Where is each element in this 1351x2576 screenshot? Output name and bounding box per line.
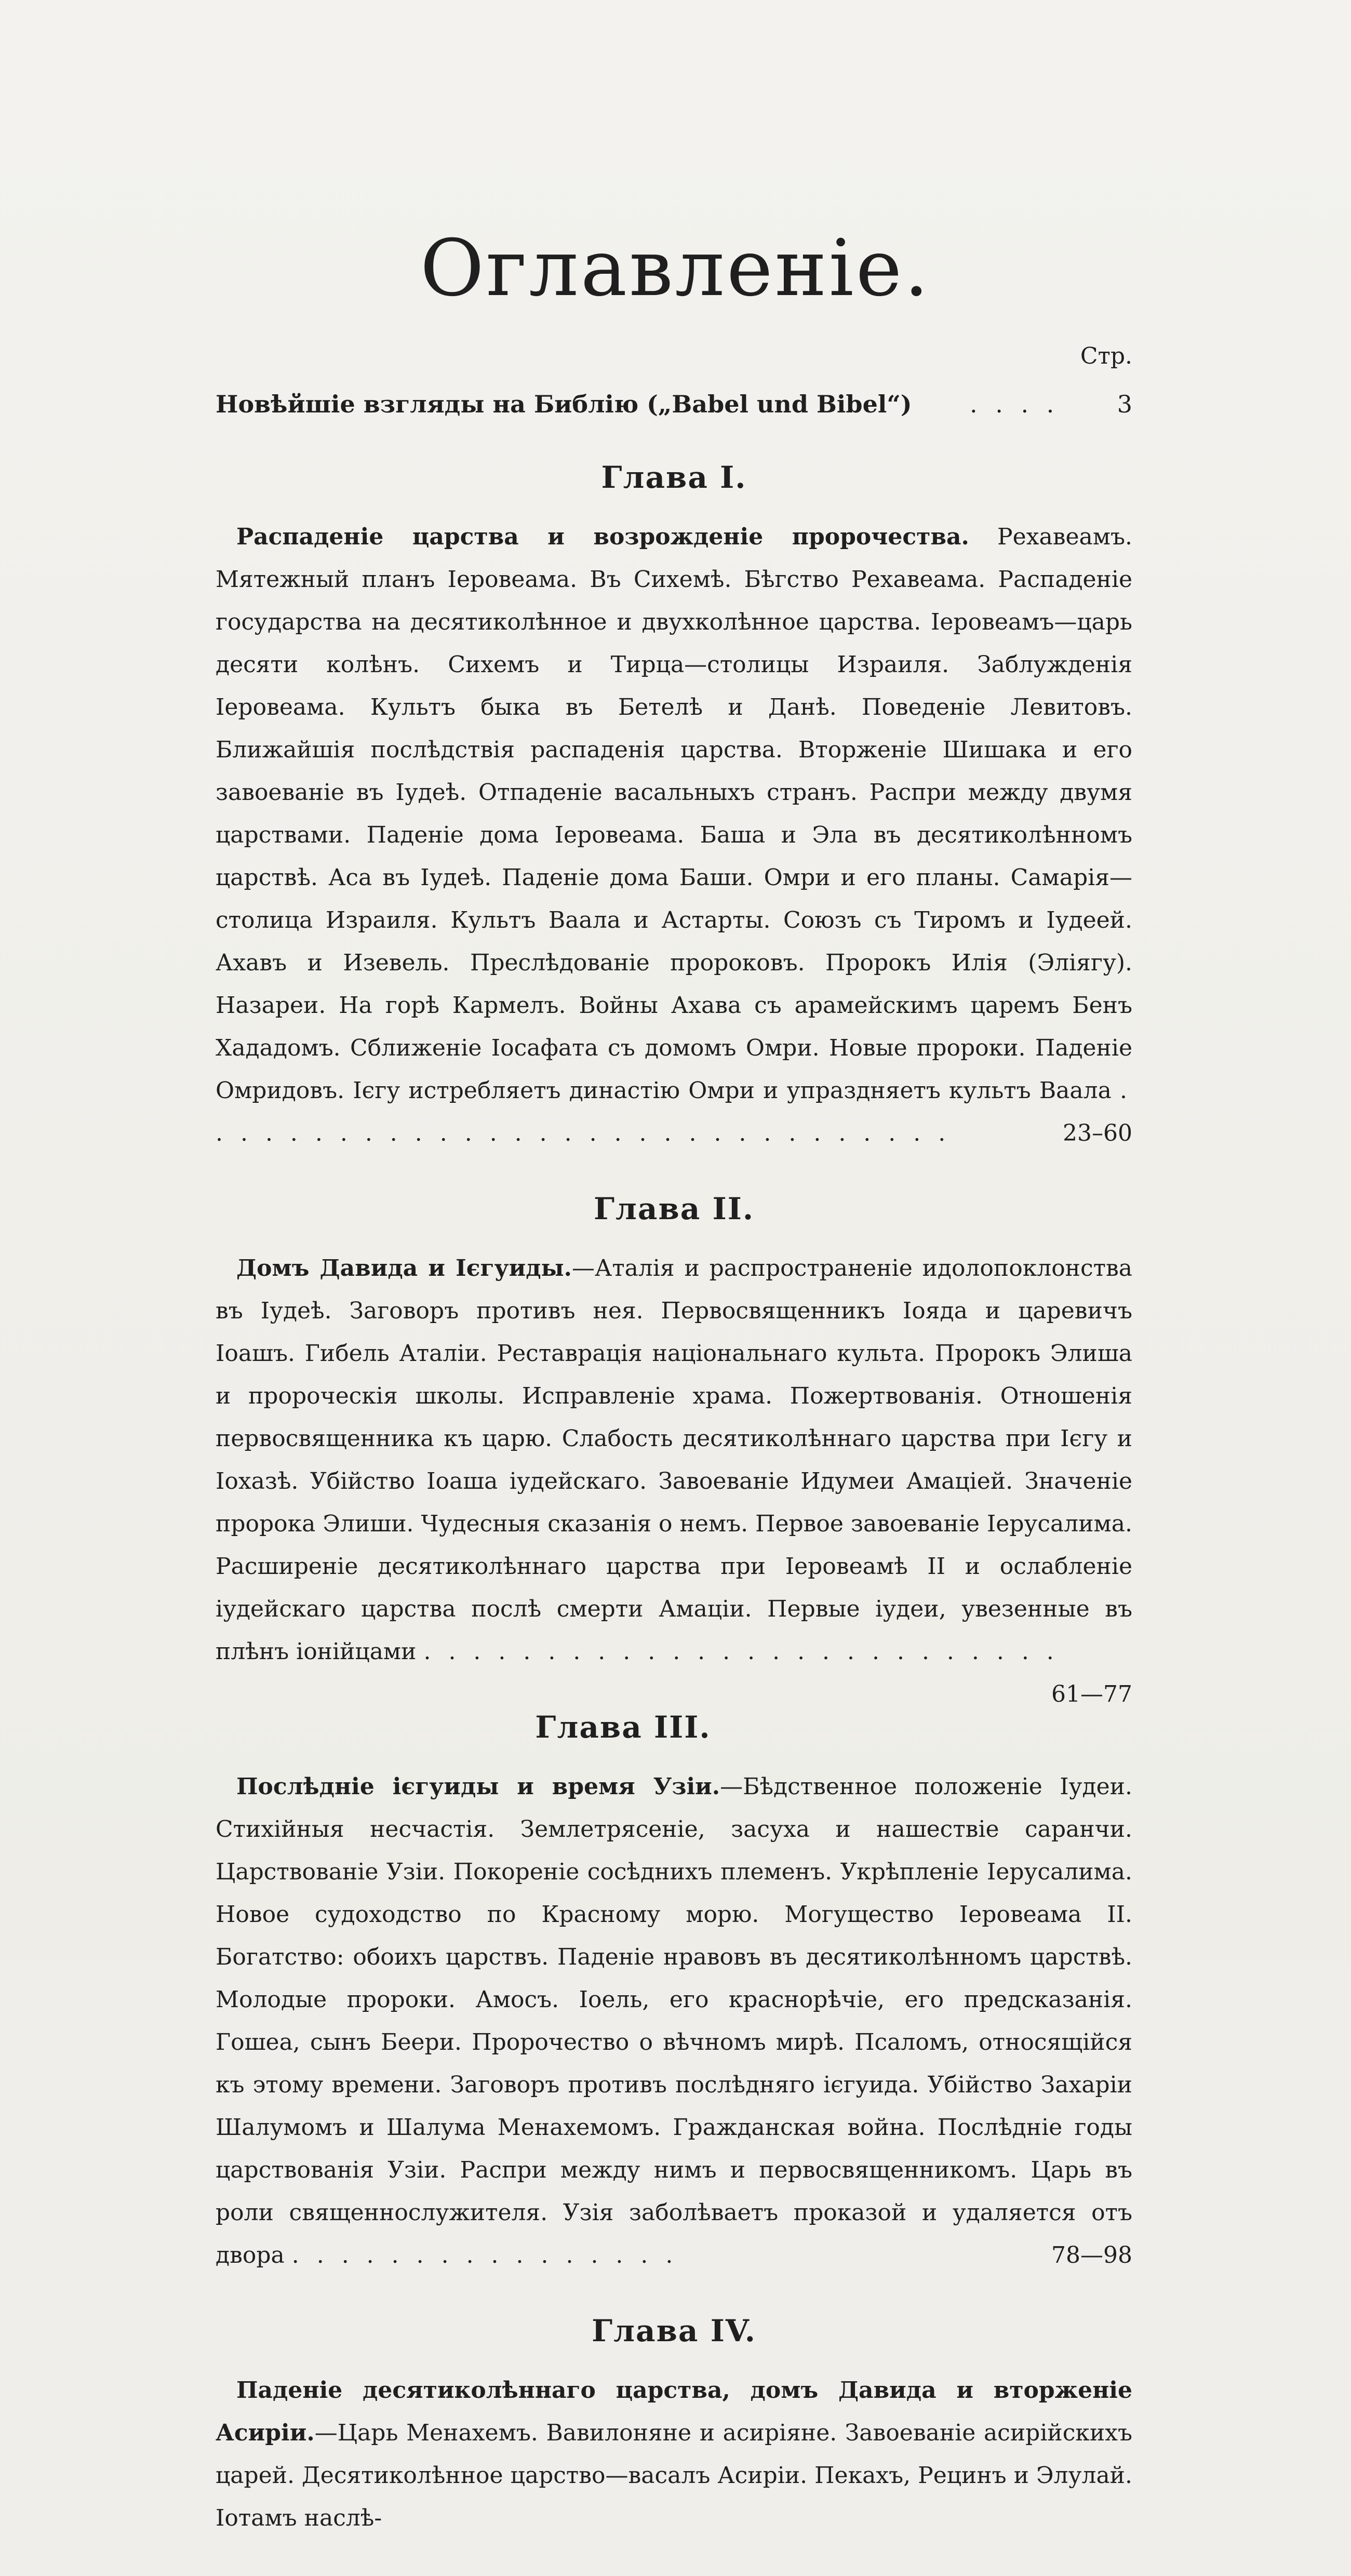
chapter-summary (216, 2369, 1132, 2540)
chapter-lead: Распаденіе царства и возрожденіе пророчества. (236, 524, 969, 550)
chapter-pages: 61—77 (1051, 1681, 1132, 1707)
toc-entry-intro (216, 390, 1132, 418)
chapter-lead: Домъ Давида и Ієгуиды. (236, 1255, 572, 1282)
toc-chapter-1 (216, 460, 1132, 1155)
chapter-lead: Паденіе десятиколѣннаго царства, домъ Давида и вторженіе Асиріи. (216, 2377, 1132, 2446)
chapter-dots: . . . . . . . . . . . . . . . . . . . . . . . . . . . . . . . (216, 1077, 1132, 1146)
chapter-dots: . . . . . . . . . . . . . . . . . . . . . . . . . . (423, 1638, 1059, 1665)
chapter-text: —Царь Менахемъ. Вавилоняне и асиріяне. Завоеваніе асирійскихъ царей. Десятиколѣнное царство—васалъ Асиріи. Пекахъ, Рецинъ и Элулай. Іотамъ наслѣ- (216, 2420, 1132, 2531)
chapter-heading: Глава III. (535, 1710, 711, 1745)
toc-chapter-3 (216, 1710, 1132, 2277)
chapter-pages: 23–60 (1063, 1120, 1132, 1146)
toc-entry-page: 3 (1117, 390, 1132, 418)
toc-chapter-4 (216, 2313, 1132, 2540)
chapter-summary (216, 1247, 1132, 1707)
toc-entry-dots: . . . . (969, 390, 1060, 418)
toc-chapter-2 (216, 1191, 1132, 1707)
toc-entry-label: Новѣйшіе взгляды на Библію („Babel und Bibel“) (216, 390, 912, 418)
chapter-heading: Глава IV. (592, 2313, 756, 2348)
chapter-lead: Послѣдніе ієгуиды и время Узіи. (236, 1773, 720, 1800)
page-title: Оглавленіе. (420, 223, 931, 314)
chapter-heading: Глава I. (601, 460, 747, 495)
chapter-heading: Глава II. (593, 1191, 755, 1226)
chapter-pages: 78—98 (1051, 2242, 1132, 2268)
chapter-dots: . . . . . . . . . . . . . . . . (291, 2242, 678, 2268)
table-of-contents (216, 343, 1132, 2576)
page-column-label: Стр. (1080, 343, 1132, 369)
chapter-text: —Бѣдственное положеніе Іудеи. Стихійныя несчастія. Землетрясеніе, засуха и нашествіе саранчи. Царствованіе Узіи. Покореніе сосѣднихъ племенъ. Укрѣпленіе Іерусалима. Новое судоходство по Красному морю. Могущество Іеровеама II. Богатство: обоихъ царствъ. Паденіе нравовъ въ десятиколѣнномъ царствѣ. Молодые пророки. Амосъ. Іоель, его краснорѣчіе, его предсказанія. Гошеа, сынъ Беери. Пророчество о вѣчномъ мирѣ. Псаломъ, относящійся къ этому времени. Заговоръ противъ послѣдняго ієгуида. Убійство Захаріи Шалумомъ и Шалума Менахемомъ. Гражданская война. Послѣдніе годы царствованія Узіи. Распри между нимъ и первосвященникомъ. Царь въ роли священнослужителя. Узія заболѣваетъ проказой и удаляется отъ двора (216, 1773, 1132, 2268)
chapter-summary (216, 516, 1132, 1155)
chapter-text: Рехавеамъ. Мятежный планъ Іеровеама. Въ Сихемѣ. Бѣгство Рехавеама. Распаденіе государства на десятиколѣнное и двухколѣнное царства. Іеровеамъ—царь десяти колѣнъ. Сихемъ и Тирца—столицы Израиля. Заблужденія Іеровеама. Культъ быка въ Бетелѣ и Данѣ. Поведеніе Левитовъ. Ближайшія послѣдствія распаденія царства. Вторженіе Шишака и его завоеваніе въ Іудеѣ. Отпаденіе васальныхъ странъ. Распри между двумя царствами. Паденіе дома Іеровеама. Баша и Эла въ десятиколѣнномъ царствѣ. Аса въ Іудеѣ. Паденіе дома Баши. Омри и его планы. Самарія—столица Израиля. Культъ Ваала и Астарты. Союзъ съ Тиромъ и Іудеей. Ахавъ и Изевель. Преслѣдованіе пророковъ. Пророкъ Илія (Эліягу). Назареи. На горѣ Кармелъ. Войны Ахава съ арамейскимъ царемъ Бенъ Хададомъ. Сближеніе Іосафата съ домомъ Омри. Новые пророки. Паденіе Омридовъ. Ієгу истребляетъ династію Омри и упраздняетъ культъ Ваала (216, 524, 1132, 1104)
chapter-text: —Аталія и распространеніе идолопоклонства въ Іудеѣ. Заговоръ противъ нея. Первосвященникъ Іояда и царевичъ Іоашъ. Гибель Аталіи. Реставрація національнаго культа. Пророкъ Элиша и пророческія школы. Исправленіе храма. Пожертвованія. Отношенія первосвященника къ царю. Слабость десятиколѣннаго царства при Ієгу и Іохазѣ. Убійство Іоаша іудейскаго. Завоеваніе Идумеи Амаціей. Значеніе пророка Элиши. Чудесныя сказанія о немъ. Первое завоеваніе Іерусалима. Расширеніе десятиколѣннаго царства при Іеровеамѣ II и ослабленіе іудейскаго царства послѣ смерти Амаціи. Первые іудеи, увезенные въ плѣнъ іонійцами (216, 1255, 1132, 1665)
chapter-summary (216, 1766, 1132, 2277)
